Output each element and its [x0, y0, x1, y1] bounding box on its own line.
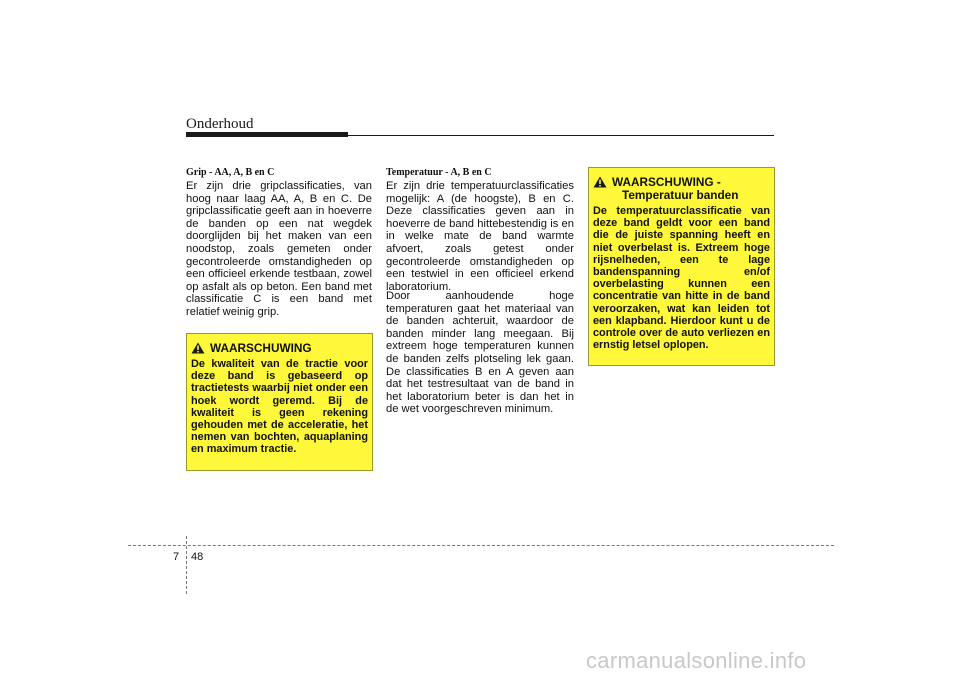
temperature-para-2: Door aanhoudende hoge temperaturen gaat het materiaal van de banden achteruit, waardoor de banden minder lang meegaan. Bij extreem hoge temperaturen kunnen de banden zelfs plotseling lek gaan. De classificaties B en A geven aan dat het testresultaat van de band in het laboratorium beter is dan het in de wet voorgeschreven minimum. [386, 290, 574, 416]
header-rule-thin [348, 135, 774, 136]
grip-body: Er zijn drie gripclassificaties, van hoog naar laag AA, A, B en C. De gripclassificatie geeft aan in hoeverre de banden op een nat wegdek doorglijden bij het maken van een noodstop, zoals gemeten onder gecontroleerde omstandigheden op een officieel erkende testbaan, zowel op asfalt als op beton. Een band met classificatie C is een band met relatief weinig grip. [186, 180, 372, 318]
page-header-title: Onderhoud [186, 116, 254, 132]
chapter-number: 7 [173, 551, 180, 563]
warning-title-row [593, 176, 770, 202]
warning-title-row [191, 342, 368, 355]
grip-heading: Grip - AA, A, B en C [186, 167, 275, 178]
header-rule-thick [186, 132, 348, 137]
footer-vertical-dashed-rule [186, 536, 187, 594]
warning-body: De temperatuurclassificatie van deze band geldt voor een band die de juiste spanning heeft en niet overbelast is. Extreem hoge rijsnelheden, een te lage bandenspanning en/of overbelasting kunnen een concentratie van hitte in de band veroorzaken, wat kan leiden tot een klapband. Hierdoor kunt u de controle over de auto verliezen en ernstig letsel oplopen. [593, 205, 770, 352]
warning-body: De kwaliteit van de tractie voor deze band is gebaseerd op tractietests waarbij niet onder een hoek wordt geremd. Bij de kwaliteit is geen rekening gehouden met de acceleratie, het nemen van bochten, aquaplaning en maximum tractie. [191, 358, 368, 456]
watermark-text: carmanualsonline.info [586, 648, 807, 673]
warning-title-line-1: WAARSCHUWING - [612, 175, 721, 189]
warning-box-traction [186, 333, 373, 471]
temperature-para-1: Er zijn drie temperatuurclassificaties mogelijk: A (de hoogste), B en C. Deze classificaties geven aan in hoeverre de band hittebestendig is en in welke mate de band warmte afvoert, zoals getest onder gecontroleerde omstandigheden op een testwiel in een officieel erkend laboratorium. [386, 180, 574, 293]
warning-title: WAARSCHUWING [210, 341, 312, 355]
temperature-heading: Temperatuur - A, B en C [386, 167, 492, 178]
warning-triangle-icon [593, 176, 607, 188]
warning-title-line-2: Temperatuur banden [622, 188, 739, 202]
page-number: 48 [191, 551, 204, 563]
footer-dashed-rule [128, 545, 834, 546]
warning-triangle-icon [191, 342, 205, 354]
warning-box-temperature [588, 167, 775, 366]
